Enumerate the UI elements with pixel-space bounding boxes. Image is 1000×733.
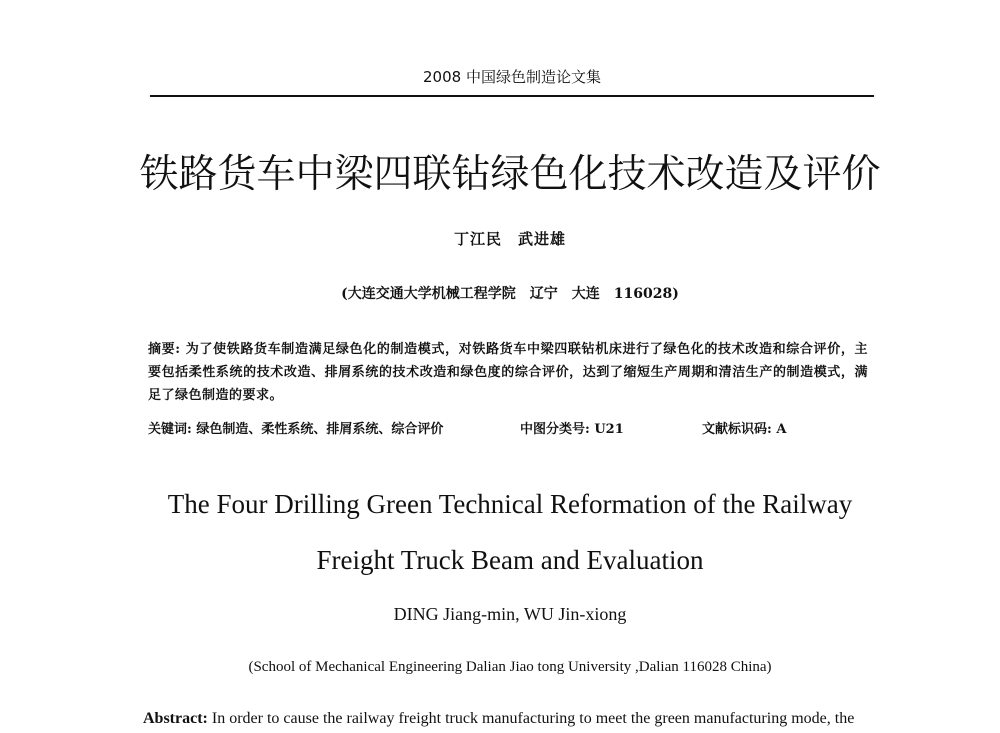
chinese-abstract: [148, 338, 868, 407]
english-abstract-text: In order to cause the railway freight truck manufacturing to meet the green manufacturing mode, the: [211, 710, 855, 727]
english-title-line2: Freight Truck Beam and Evaluation: [316, 545, 704, 575]
clc-group: [520, 418, 624, 437]
keywords-label: 关键词:: [148, 422, 192, 437]
english-authors: DING Jiang-min, WU Jin-xiong: [393, 604, 627, 624]
english-title: [120, 476, 900, 588]
chinese-affiliation: (大连交通大学机械工程学院 辽宁 大连 116028): [341, 286, 679, 302]
running-header: 2008 中国绿色制造论文集: [423, 68, 601, 86]
doc-code-label: 文献标识码:: [702, 422, 772, 437]
keywords-text: 绿色制造、柔性系统、排屑系统、综合评价: [196, 422, 444, 437]
chinese-title: 铁路货车中梁四联钻绿色化技术改造及评价: [139, 152, 881, 197]
chinese-authors: 丁江民 武进雄: [453, 230, 566, 248]
english-abstract: [143, 708, 1000, 730]
english-title-line1: The Four Drilling Green Technical Reformation of the Railway: [167, 489, 853, 519]
doc-code-group: [702, 418, 786, 437]
english-affiliation: (School of Mechanical Engineering Dalian Jiao tong University ,Dalian 116028 China): [248, 659, 772, 675]
chinese-abstract-text: 为了使铁路货车制造满足绿色化的制造模式，对铁路货车中梁四联钻机床进行了绿色化的技术改造和综合评价，主要包括柔性系统的技术改造、排屑系统的技术改造和绿色度的综合评价，达到了缩短生产周期和清洁生产的制造模式，满足了绿色制造的要求。: [148, 342, 868, 403]
clc-label: 中图分类号:: [520, 422, 590, 437]
chinese-keywords-line: [148, 418, 868, 437]
doc-code-value: A: [776, 422, 787, 437]
english-abstract-label: Abstract:: [143, 710, 208, 727]
chinese-abstract-label: 摘要:: [148, 342, 181, 357]
header-rule: [150, 95, 874, 97]
clc-value: U21: [594, 422, 624, 437]
